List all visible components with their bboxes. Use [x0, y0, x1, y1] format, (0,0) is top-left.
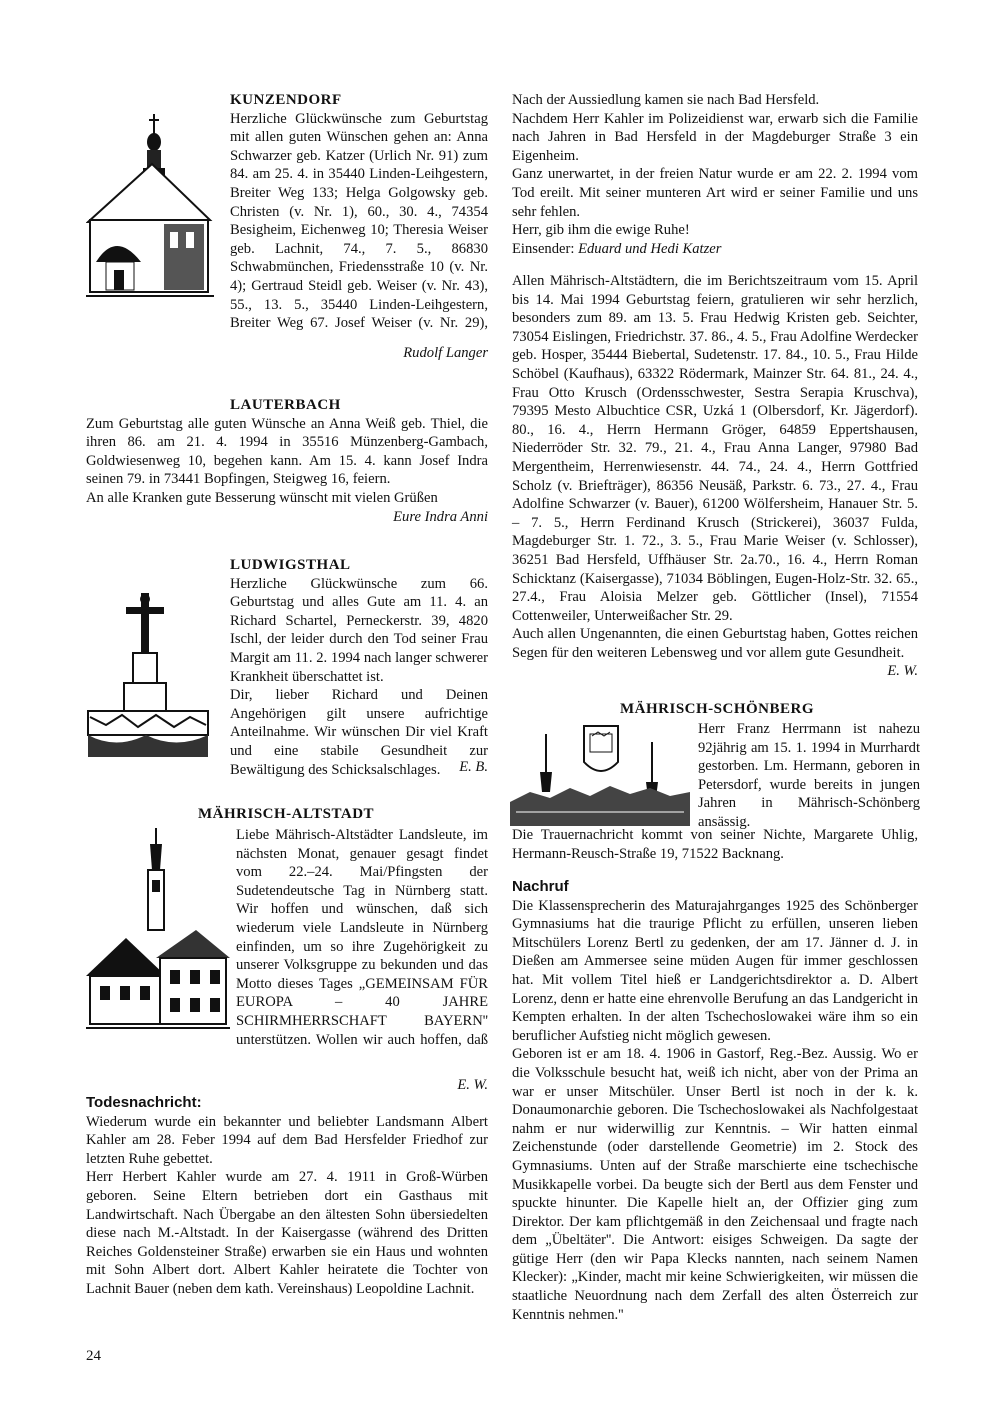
ludwigsthal-text-2: Dir, lieber Richard und Deinen Angehörigen gilt unsere aufrichtige Anteilnahme. Wir wünschen Dir viel Kraft und eine stabile Gesundheit zur Bewältigung des Schicksalschlages. — [230, 687, 488, 778]
cross-monument-illustration — [86, 585, 210, 760]
lauterbach-signature: Eure Indra Anni — [393, 508, 488, 525]
altstadt-signature: E. W. — [457, 1077, 488, 1093]
schoenberg-text-2: Die Trauernachricht kommt von seiner Nichte, Margarete Uhlig, Hermann-Reusch-Straße 19, 71522 Backnang. — [512, 827, 918, 862]
lauterbach-text: Zum Geburtstag alle guten Wünsche an Anna Weiß geb. Thiel, die ihren 86. am 21. 4. 1994 in 35516 Münzenberg-Gambach, Goldwiesenweg 10, begehen kann. Am 15. 4. kann Josef Indra seinen 79. in 73441 Bopfingen, Steigweg 16, feiern. — [86, 415, 488, 488]
section-right-continuation — [512, 91, 918, 258]
section-altstadt-head — [198, 805, 488, 824]
section-schoenberg-head — [512, 700, 918, 719]
sender-label: Einsender: — [512, 240, 575, 257]
todesnachricht-text-2: Herr Herbert Kahler wurde am 27. 4. 1911 in Groß-Würben geboren. Seine Eltern betrieben dort ein Gasthaus mit Landwirtschaft. Nach Übergabe an den ältesten Sohn übersiedelten diese nach M.-Altstadt. In der Kaisergasse (während des Dritten Reiches Goldensteiner Straße) erwarben sie ein Haus und wohnten mit Sohn Albert dort. Albert Kahler heiratete die Tochter von Lachnit Bauer (neben dem kath. Vereinshaus) Leopoldine Lachnit. — [86, 1169, 488, 1297]
section-birthdays — [512, 272, 918, 681]
sender-line — [512, 240, 918, 259]
section-schoenberg-2 — [512, 826, 918, 863]
kunzendorf-signature-row — [86, 344, 488, 363]
unnamed-signature: E. W. — [887, 663, 918, 680]
altstadt-text: Liebe Mährisch-Altstädter Landsleute, im nächsten Monat, genauer gesagt findet vom 22.–24. Mai/Pfingsten der Sudetendeutsche Tag in Nürnberg statt. Wir hoffen und wünschen, daß sich wiederum viele Landsleute in Nürnberg einfinden, um so ihre Zugehörigkeit zu unserer Volksgruppe zu bekunden und das Motto dieses Tages „GEMEINSAM FÜR EUROPA – 40 JAHRE SCHIRMHERRSCHAFT BAYERN'' unterstützen. Wollen wir auch hoffen, daß — [236, 827, 488, 1048]
section-schoenberg — [698, 720, 920, 832]
heading-todesnachricht: Todesnachricht: — [86, 1094, 202, 1111]
heading-lauterbach: LAUTERBACH — [230, 397, 341, 413]
heading-ludwigsthal: LUDWIGSTHAL — [230, 557, 351, 573]
heading-schoenberg: MÄHRISCH-SCHÖNBERG — [620, 701, 815, 717]
section-ludwigsthal — [230, 556, 488, 779]
ludwigsthal-signature: E. B. — [459, 759, 488, 775]
section-nachruf — [512, 878, 918, 1324]
kahler-cont-3: Ganz unerwartet, in der freien Natur wurde er am 22. 2. 1994 vom Tod ereilt. Mit seiner munteren Art wird er seiner Familie und uns sehr fehlen. — [512, 166, 918, 220]
todesnachricht-text-1: Wiederum wurde ein bekannter und beliebter Landsmann Albert Kahler am 28. Feber 1994 auf dem Bad Hersfelder Friedhof zur letzten Ruhe gebettet. — [86, 1113, 488, 1167]
section-kunzendorf — [230, 91, 488, 334]
kunzendorf-signature: Rudolf Langer — [403, 345, 488, 361]
ludwigsthal-text: Herzliche Glückwünsche zum 66. Geburtstag und alles Gute am 11. 4. an Richard Schartel, Perneckerstr. 39, 4820 Ischl, der leider durch den Tod seiner Frau Margit am 11. 2. 1994 nach langer schwerer Krankheit überschattet ist. — [230, 575, 488, 685]
heading-altstadt: MÄHRISCH-ALTSTADT — [198, 806, 375, 822]
nachruf-text-2: Geboren ist er am 18. 4. 1906 in Gastorf, Reg.-Bez. Aussig. Wo er die Volksschule besucht hat, weiß ich nicht, aber von der Prima an war er unser Mitschüler. Unser Bertl ist noch in der k. k. Donaumonarchie geboren. Die Tschechoslowakei als Nachfolgestaat nahm er nur widerwillig zur Kenntnis. – Wir hatten einmal Zeichenstunde (oder darstellende Geometrie) im 2. Stock des Gymnasiums. Unten auf der Straße marschierte eine tschechische Musikkapelle vorbei. Da beugte sich der Bertl aus dem Fenster und spuckte hinunter. Die Kapelle hielt an, der Offizier ging zum Direktor. Der kam pflichtgemäß in den Zeichensaal und fragte nach dem „Übeltäter''. Die Antwort: eisiges Schweigen. Da sagte der gütige Herr (den wir Papa Klecks nannten, nach seinem Namen Klecker): „Kinder, macht mir keine Schwierigkeiten, wir müssen die staatliche Neuordnung nach dem Zerfall des alten Österreich zur Kenntnis nehmen.'' — [512, 1046, 918, 1323]
kahler-cont-2: Nachdem Herr Kahler im Polizeidienst war, erwarb sich die Familie nach Jahren in Bad Hersfeld in der Magdeburger Straße 3 ein Eigenheim. — [512, 110, 918, 164]
church-illustration-kunzendorf — [86, 112, 214, 300]
heading-kunzendorf: KUNZENDORF — [230, 92, 342, 108]
section-todesnachricht — [86, 1094, 488, 1299]
town-illustration-schoenberg — [510, 722, 690, 826]
lauterbach-text-2: An alle Kranken gute Besserung wünscht mit vielen Grüßen — [86, 489, 438, 506]
page-number: 24 — [86, 1348, 101, 1364]
section-altstadt — [236, 826, 488, 1050]
ludwigsthal-signature-row — [86, 758, 488, 777]
birthdays-text: Allen Mährisch-Altstädtern, die im Berichtszeitraum vom 15. April bis 14. Mai 1994 Geburtstag feiern, gratulieren wir sehr herzlich, besonders zum 89. am 13. 5. Frau Hedwig Kristen geb. Seichter, 73054 Eislingen, Friedrichstr. 37. 86., 4. 5., Frau Adolfine Werdecker geb. Hosper, 35444 Biebertal, Sudetenstr. 17. 84., 10. 5., Frau Hilde Schöbel (Kaufhaus), 63322 Rödermark, Mainzer Str. 64. 81., 24. 4., Frau Otto Krusch (Ordensschwester, Sestra Serapia Kruschva), 79395 Mesto Albuchtice CSR, Uzká 1 (Olbersdorf, Kr. Jägerdorf). 80., 16. 4., Herrn Hermann Gröger, 64859 Eppertshausen, Niederröder Str. 32. 79., 21. 4., Frau Anna Langer, 97980 Bad Mergentheim, Herrenwiesenstr. 44. 74., 24. 4., Herrn Gottfried Scholz (v. Briefträger), 86356 Neusäß, Parkstr. 6. 73., 27. 4., Frau Adolfine Schwarzer (v. Bauer), 61200 Wölfersheim, Hanauer Str. 5. – 7. 5., Herrn Ferdinand Krusch (Strickerei), 36037 Fulda, Magdeburger Str. 1. 72., 3. 5., Frau Marie Weiser (v. Schlosser), 36251 Bad Hersfeld, Uffhäuser Str. 2a.70., 16. 4., Herrn Roman Schicktanz (Kaisergasse), 71034 Böblingen, Eugen-Holz-Str. 32. 65., 27.4., Frau Aloisia Melzer geb. Göttlicher (Insel), 71554 Cottenweiler, Unterweißacher Str. 29. — [512, 273, 918, 624]
nachruf-text-1: Die Klassensprecherin des Maturajahrganges 1925 des Schönberger Gymnasiums hat die traurige Pflicht zu erfüllen, unseren lieben Mitschülers Lorenz Bertl zu gedenken, der am 17. Jänner d. J. in Dießen am Ammersee seine müden Augen für immer geschlossen hat. Mit vollem Titel hieß er Landgerichtsdirektor a. D. Albert Lorenz, denn er hatte eine ehrenvolle Berufung an das Landgericht in Kempten erhalten. In der alten Tschechoslowakei wäre ihm so ein beruflicher Aufstieg nicht möglich gewesen. — [512, 897, 918, 1044]
altstadt-signature-row — [86, 1076, 488, 1095]
schoenberg-text: Herr Franz Herrmann ist nahezu 92jährig am 15. 1. 1994 in Murrhardt gestorben. Lm. Hermann, geboren in Petersdorf, wurde bereits in jungen Jahren in Mährisch-Schönberg ansässig. — [698, 721, 920, 830]
kunzendorf-text: Herzliche Glückwünsche zum Geburtstag mit allen guten Wünschen gehen an: Anna Schwarzer geb. Katzer (Urlich Nr. 91) zum 84. am 25. 4. in 35440 Linden-Leihgestern, Breiter Weg 133; Helga Golgowsky geb. Christen (v. Nr. 1), 60., 30. 4., 74354 Besigheim, Eichenweg 10; Theresia Weiser geb. Lachnit, 74., 7. 5., 86830 Schwabmünchen, Friedensstraße 10 (v. Nr. 4); Gertraud Steidl geb. Weiser (v. Nr. 43), 55., 13. 5., 35440 Linden-Leihgestern, Breiter Weg 67. Josef Weiser (v. Nr. 29), — [230, 110, 488, 332]
unnamed-text: Auch allen Ungenannten, die einen Geburtstag haben, Gottes reichen Segen für den weiteren Lebensweg und vor allem gute Gesundheit. — [512, 626, 918, 661]
kahler-cont-4: Herr, gib ihm die ewige Ruhe! — [512, 222, 690, 239]
sender-names: Eduard und Hedi Katzer — [578, 240, 722, 257]
kahler-cont-1: Nach der Aussiedlung kamen sie nach Bad Hersfeld. — [512, 92, 820, 108]
heading-nachruf: Nachruf — [512, 878, 569, 895]
section-lauterbach — [86, 396, 488, 526]
town-illustration-altstadt — [86, 826, 230, 1032]
